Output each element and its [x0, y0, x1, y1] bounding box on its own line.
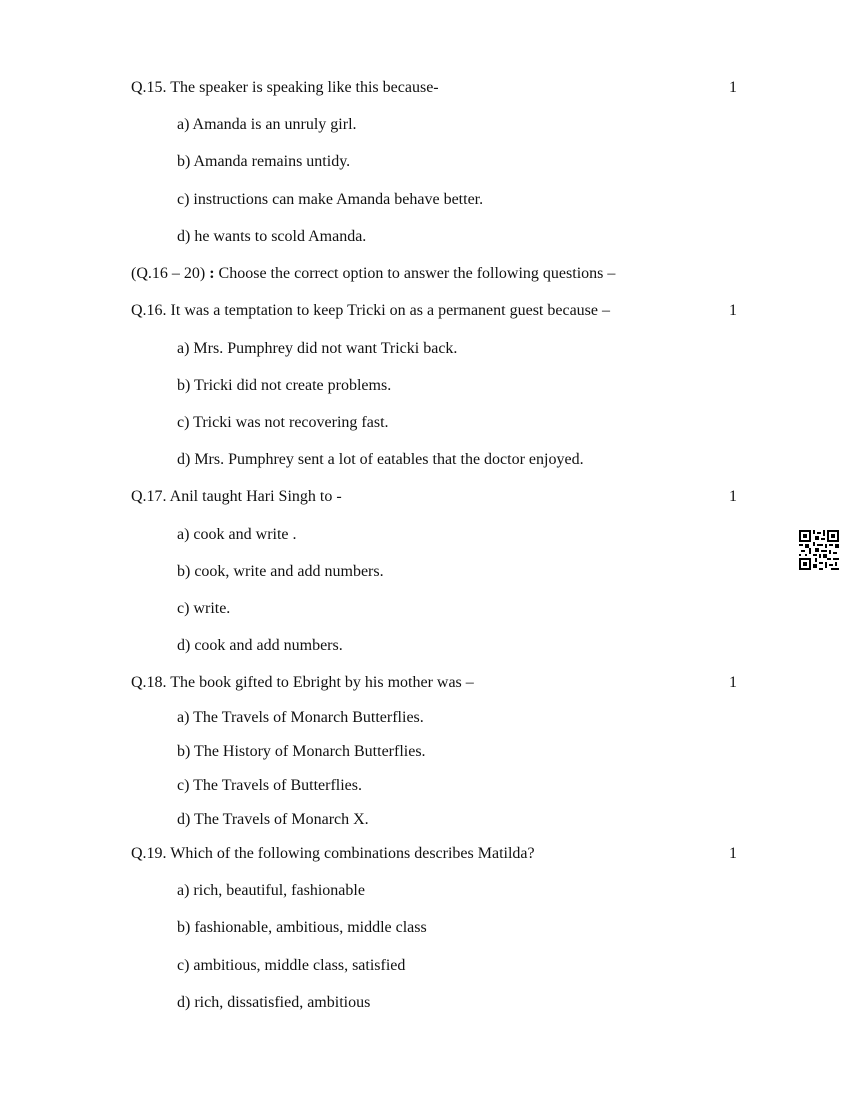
question-15-text: Q.15. The speaker is speaking like this because- [131, 79, 439, 96]
question-18-option-c: c) The Travels of Butterflies. [177, 777, 363, 794]
question-18-text: Q.18. The book gifted to Ebright by his mother was – [131, 674, 474, 691]
question-17-option-b: b) cook, write and add numbers. [177, 563, 384, 580]
question-16-option-d: d) Mrs. Pumphrey sent a lot of eatables that the doctor enjoyed. [177, 451, 584, 468]
question-18-marks: 1 [729, 674, 737, 691]
question-16-option-b: b) Tricki did not create problems. [177, 377, 392, 394]
question-15-option-c: c) instructions can make Amanda behave better. [177, 191, 484, 208]
question-19-option-a: a) rich, beautiful, fashionable [177, 882, 365, 899]
question-19-option-d: d) rich, dissatisfied, ambitious [177, 994, 371, 1011]
section-heading-text: Choose the correct option to answer the following questions – [218, 265, 616, 282]
question-19-marks: 1 [729, 845, 737, 862]
question-15-option-a: a) Amanda is an unruly girl. [177, 116, 357, 133]
question-17-option-a: a) cook and write . [177, 526, 297, 543]
question-15-option-b: b) Amanda remains untidy. [177, 153, 351, 170]
section-heading-label: (Q.16 – 20) [131, 265, 206, 282]
question-16-text: Q.16. It was a temptation to keep Tricki on as a permanent guest because – [131, 302, 610, 319]
question-15-marks: 1 [729, 79, 737, 96]
question-18-option-d: d) The Travels of Monarch X. [177, 811, 369, 828]
question-17-option-c: c) write. [177, 600, 231, 617]
question-16-option-c: c) Tricki was not recovering fast. [177, 414, 389, 431]
section-heading-colon: : [209, 265, 215, 282]
question-16-option-a: a) Mrs. Pumphrey did not want Tricki back. [177, 340, 458, 357]
question-17-text: Q.17. Anil taught Hari Singh to - [131, 488, 342, 505]
question-19-text: Q.19. Which of the following combinations describes Matilda? [131, 845, 535, 862]
question-17-option-d: d) cook and add numbers. [177, 637, 343, 654]
qr-code-icon [799, 530, 839, 570]
question-19-option-c: c) ambitious, middle class, satisfied [177, 957, 406, 974]
question-15-option-d: d) he wants to scold Amanda. [177, 228, 367, 245]
question-16-marks: 1 [729, 302, 737, 319]
section-heading [131, 264, 615, 284]
question-18-option-b: b) The History of Monarch Butterflies. [177, 743, 426, 760]
question-17-marks: 1 [729, 488, 737, 505]
question-18-option-a: a) The Travels of Monarch Butterflies. [177, 709, 424, 726]
question-19-option-b: b) fashionable, ambitious, middle class [177, 919, 427, 936]
